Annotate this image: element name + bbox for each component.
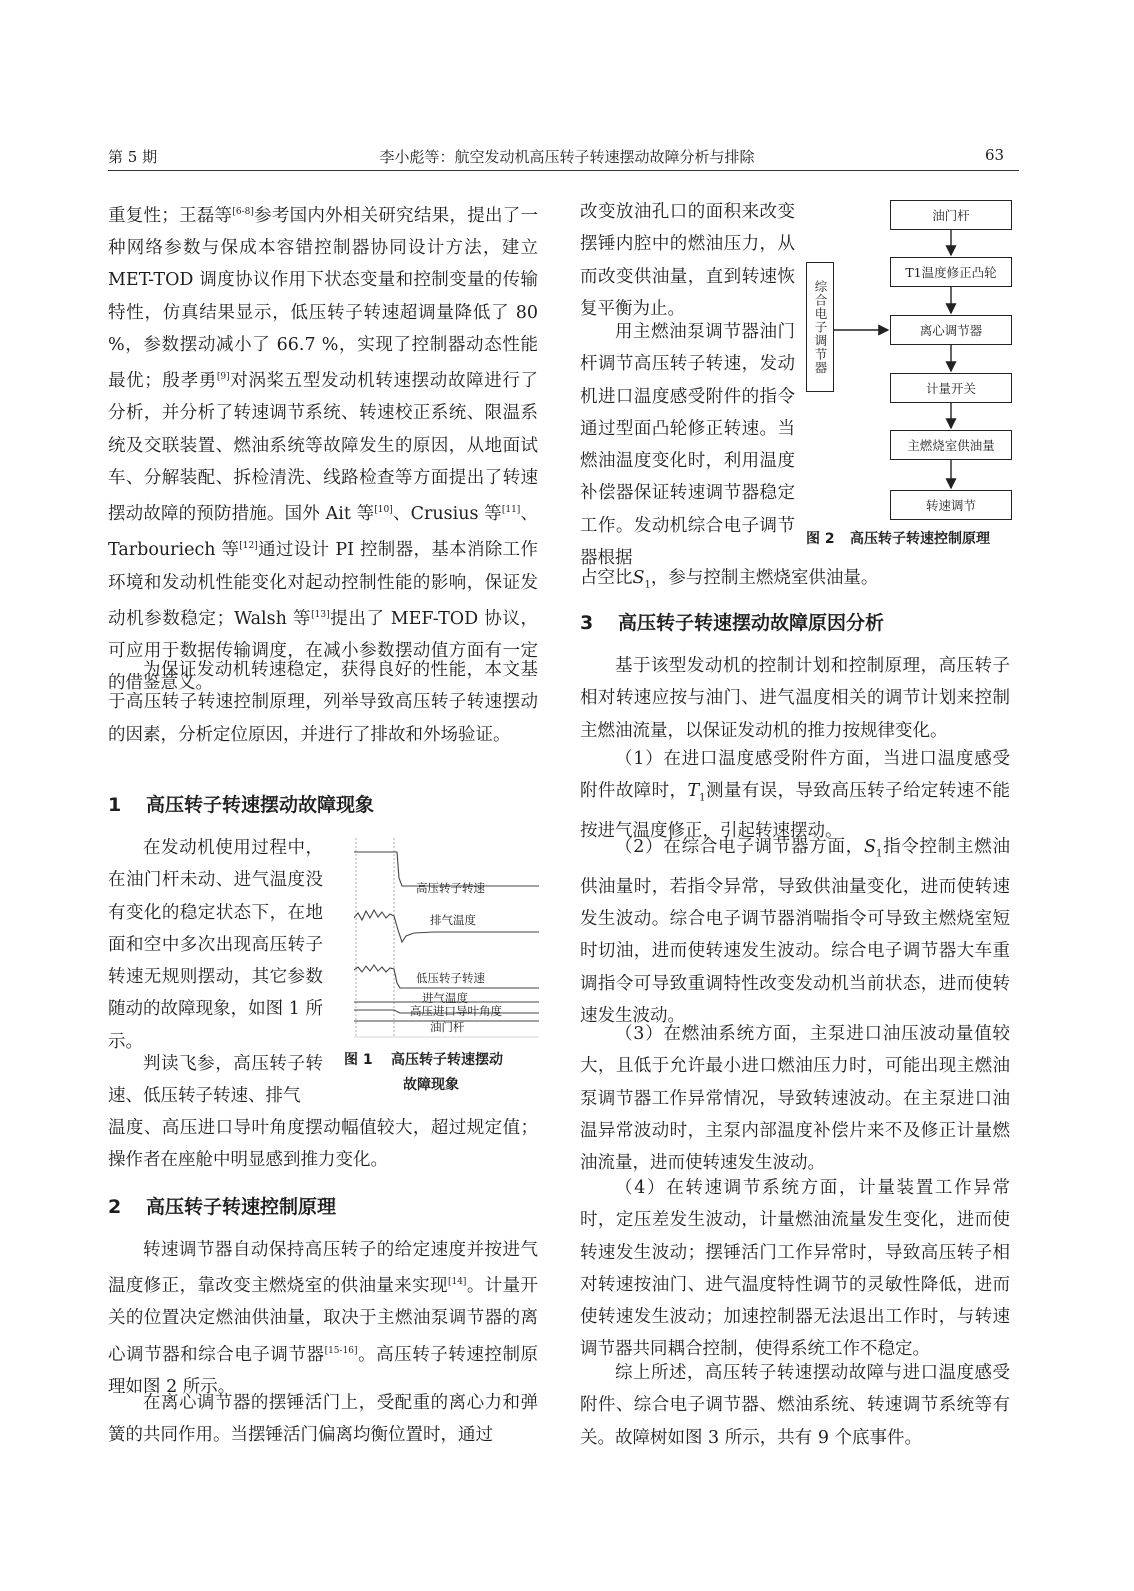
right-paragraph-2-end: 占空比$S_1$，参与控制主燃烧室供油量。 — [580, 568, 879, 591]
label-exhaust-temp: 排气温度 — [430, 913, 476, 927]
flow-box-t1-cam: T1温度修正凸轮 — [890, 257, 1012, 287]
flow-box-electronic-controller: 综合电子调节器 — [806, 262, 834, 392]
section-1-heading: 1 高压转子转速摆动故障现象 — [108, 794, 375, 816]
left-paragraph-1: 重复性；王磊等[6-8]参考国内外相关研究结果，提出了一种网络参数与保成本容错控制器协同设计方法，建立 MET-TOD 调度协议作用下状态变量和控制变量的传输特性，仿真结果显示，低压转子转速超调量降低了 80 %，参数摆动减小了 66.7 %，实现了控制器动态性能最优；殷孝勇[9]对涡桨五型发动机转速摆动故障进行了分析，并分析了转速调节系统、转速校正系统、限温系统及交联装置、燃油系统等故障发生的原因，从地面试车、分解装配、拆检清洗、线路检查等方面提出了转速摆动故障的预防措施。国外 Ait 等[10]、Crusius 等[11]、Tarbouriech 等[12]通过设计 PI 控制器，基本消除工作环境和发动机性能变化对起动控制性能的影响，保证发动机参数稳定；Walsh 等[13]提出了 MEF-TOD 协议，可应用于数据传输调度，在减小参数摆动值方面有一定的借鉴意义。 — [108, 205, 539, 694]
right-paragraph-3: 基于该型发动机的控制计划和控制原理，高压转子相对转速应按与油门、进气温度相关的调节计划来控制主燃油流量，以保证发动机的推力按规律变化。 — [580, 656, 1010, 741]
figure-1-plot — [354, 838, 539, 1038]
label-high-rotor-speed: 高压转子转速 — [416, 881, 485, 895]
running-title: 李小彪等：航空发动机高压转子转速摆动故障分析与排除 — [379, 148, 755, 166]
flow-box-throttle: 油门杆 — [890, 200, 1012, 230]
label-inlet-temp: 进气温度 — [422, 991, 468, 1005]
flow-box-centrifugal-governor: 离心调节器 — [890, 315, 1012, 345]
section-3-heading: 3 高压转子转速摆动故障原因分析 — [580, 612, 885, 634]
left-paragraph-6: 在离心调节器的摆锤活门上，受配重的离心力和弹簧的共同作用。当摆锤活门偏离均衡位置时，通过 — [108, 1393, 538, 1446]
flow-box-speed-regulation: 转速调节 — [890, 490, 1012, 520]
section-2-heading: 2 高压转子转速控制原理 — [108, 1196, 337, 1218]
label-igv-angle: 高压进口导叶角度 — [410, 1004, 502, 1018]
right-paragraph-4: （1）在进口温度感受附件方面，当进口温度感受附件故障时，$T_1$测量有误，导致高压转子给定转速不能按进气温度修正，引起转速摆动。 — [580, 749, 1011, 842]
right-paragraph-5: （2）在综合电子调节器方面，$S_1$指令控制主燃油供油量时，若指令异常，导致供油量变化，进而使转速发生波动。综合电子调节器消喘指令可导致主燃烧室短时切油，进而使转速发生波动。综合电子调节器大车重调指令可导致重调特性改变发动机当前状态，进而使转速发生波动。 — [580, 837, 1011, 1026]
figure-2-caption-number: 图 2 — [806, 531, 835, 547]
figure-2-caption: 高压转子转速控制原理 — [850, 531, 990, 547]
right-paragraph-6: （3）在燃油系统方面，主泵进口油压波动量值较大，且低于允许最小进口燃油压力时，可能出现主燃油泵调节器工作异常情况，导致转速波动。在主泵进口油温异常波动时，主泵内部温度补偿片来不及修正计量燃油流量，进而使转速发生波动。 — [580, 1024, 1010, 1174]
right-paragraph-1: 改变放油孔口的面积来改变摆锤内腔中的燃油压力，从而改变供油量，直到转速恢复平衡为止。 — [580, 202, 795, 319]
figure-1-caption-line1: 高压转子转速摆动 — [391, 1052, 503, 1068]
label-throttle: 油门杆 — [430, 1020, 465, 1034]
label-low-rotor-speed: 低压转子转速 — [416, 971, 485, 985]
flow-box-main-fuel-supply: 主燃烧室供油量 — [890, 430, 1012, 460]
flow-box-metering-valve: 计量开关 — [890, 373, 1012, 403]
right-paragraph-8: 综上所述，高压转子转速摆动故障与进口温度感受附件、综合电子调节器、燃油系统、转速调节系统等有关。故障树如图 3 所示，共有 9 个底事件。 — [580, 1363, 1010, 1448]
right-paragraph-2: 用主燃油泵调节器油门杆调节高压转子转速，发动机进口温度感受附件的指令通过型面凸轮修正转速。当燃油温度变化时，利用温度补偿器保证转速调节器稳定工作。发动机综合电子调节器根据 — [580, 322, 795, 569]
figure-2-arrows — [800, 195, 1025, 525]
left-paragraph-2: 为保证发动机转速稳定，获得良好的性能，本文基于高压转子转速控制原理，列举导致高压转子转速摆动的因素，分析定位原因，并进行了排故和外场验证。 — [108, 660, 538, 745]
page-number: 63 — [985, 146, 1005, 164]
right-paragraph-7: （4）在转速调节系统方面，计量装置工作异常时，定压差发生波动，计量燃油流量发生变化，进而使转速发生波动；摆锤活门工作异常时，导致高压转子相对转速按油门、进气温度特性调节的灵敏性降低，进而使转速发生波动；加速控制器无法退出工作时，与转速调节器共同耦合控制，使得系统工作不稳定。 — [580, 1178, 1010, 1360]
left-paragraph-5: 转速调节器自动保持高压转子的给定速度并按进气温度修正，靠改变主燃烧室的供油量来实现[14]。计量开关的位置决定燃油供油量，取决于主燃油泵调节器的离心调节器和综合电子调节器[15-16]。高压转子转速控制原理如图 2 所示。 — [108, 1240, 539, 1397]
left-paragraph-4a: 判读飞参，高压转子转速、低压转子转速、排气 — [108, 1054, 323, 1107]
issue-label: 第 5 期 — [108, 148, 158, 166]
figure-1-caption-line2: 故障现象 — [403, 1077, 459, 1093]
header-rule — [108, 170, 1019, 171]
left-paragraph-3: 在发动机使用过程中，在油门杆未动、进气温度没有变化的稳定状态下，在地面和空中多次出现高压转子转速无规则摆动，其它参数随动的故障现象，如图 1 所示。 — [108, 838, 323, 1052]
left-paragraph-4b: 温度、高压进口导叶角度摆动幅值较大，超过规定值；操作者在座舱中明显感到推力变化。 — [108, 1118, 538, 1171]
figure-1-caption-number: 图 1 — [344, 1052, 373, 1068]
